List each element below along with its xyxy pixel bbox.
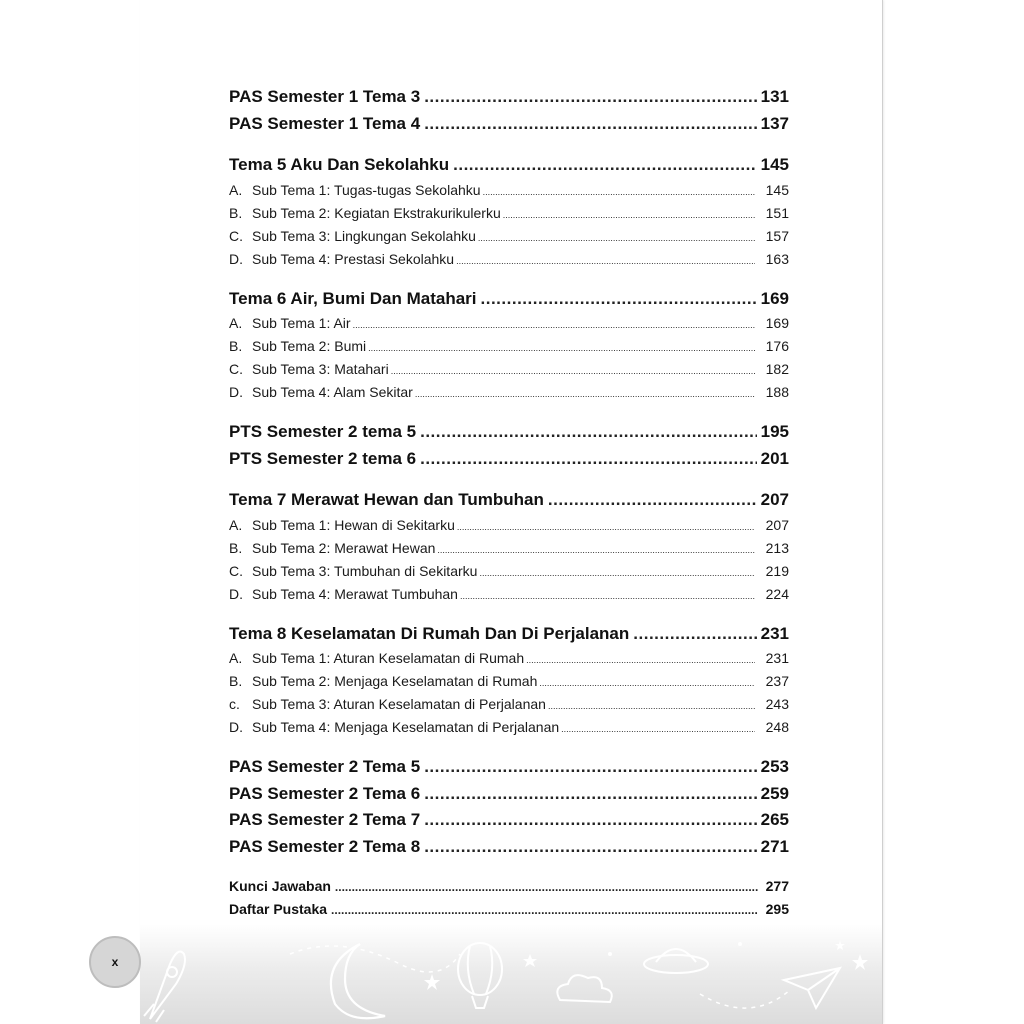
toc-entry-label (229, 560, 477, 583)
page-footer (140, 924, 882, 1024)
toc-page-number: 207 (765, 516, 789, 533)
toc-subentry[interactable] (229, 670, 789, 693)
toc-gap (229, 606, 789, 621)
toc-entry-label (229, 335, 366, 358)
toc-entry-title: Sub Tema 2: Menjaga Keselamatan di Rumah (252, 673, 538, 689)
toc-entry-label: Tema 7 Merawat Hewan dan Tumbuhan (229, 490, 544, 509)
toc-page-number: 295 (765, 901, 789, 917)
toc-entry-label (229, 583, 458, 606)
toc-entry-title: Sub Tema 1: Hewan di Sekitarku (252, 516, 455, 533)
toc-entry-label (229, 647, 524, 670)
toc-entry-label: PTS Semester 2 tema 5 (229, 422, 417, 441)
toc-entry-label: PAS Semester 2 Tema 8 (229, 836, 421, 856)
toc-entry[interactable] (229, 152, 789, 179)
toc-leader-dots (368, 337, 755, 360)
toc-page-number: 259 (760, 783, 789, 803)
toc-leader-dots (415, 383, 755, 406)
toc-gap (229, 137, 789, 152)
toc-entry-title: Sub Tema 4: Alam Sekitar (252, 384, 413, 400)
toc-entry-title: Sub Tema 2: Merawat Hewan (252, 539, 436, 556)
toc-entry-label (229, 670, 537, 693)
toc-leader-dots (483, 181, 755, 204)
toc-entry-letter: B. (229, 204, 243, 221)
toc-entry[interactable] (229, 487, 789, 514)
toc-entry-letter: B. (229, 673, 243, 689)
toc-leader-dots (539, 672, 755, 695)
toc-entry-label: Daftar Pustaka (229, 901, 328, 917)
toc-entry-label: Kunci Jawaban (229, 878, 331, 894)
toc-leader-dots (456, 250, 755, 273)
toc-subentry[interactable] (229, 248, 789, 271)
toc-page-number: 176 (765, 338, 789, 354)
moon-icon (331, 944, 385, 1018)
toc-page-number: 163 (765, 250, 789, 267)
toc-leader-dots (526, 649, 755, 672)
toc-entry-letter: D. (229, 384, 243, 400)
toc-leader-dots (424, 111, 756, 137)
toc-page-number: 188 (765, 384, 789, 400)
toc-entry-letter: A. (229, 181, 243, 198)
toc-entry-letter: D. (229, 585, 243, 602)
toc-subentry[interactable] (229, 335, 789, 358)
toc-page-number: 131 (760, 87, 789, 106)
paper-plane-icon (784, 968, 840, 1008)
toc-page-number: 224 (765, 585, 789, 602)
toc-subentry[interactable] (229, 693, 789, 716)
toc-subentry[interactable] (229, 381, 789, 404)
toc-entry[interactable] (229, 781, 789, 808)
toc-page-number: 277 (765, 878, 789, 894)
toc-entry-title: Sub Tema 1: Tugas-tugas Sekolahku (252, 181, 481, 198)
toc-entry-label (229, 381, 413, 404)
toc-entry[interactable] (229, 754, 789, 781)
toc-page-number: 137 (760, 113, 789, 133)
toc-entry-label: PAS Semester 1 Tema 3 (229, 87, 421, 106)
toc-page-number: 169 (760, 288, 789, 308)
ufo-icon (644, 949, 708, 973)
toc-entry[interactable] (229, 807, 789, 834)
toc-leader-dots (453, 152, 756, 178)
toc-leader-dots (457, 516, 755, 539)
footer-decoration (140, 924, 882, 1024)
toc-subentry[interactable] (229, 537, 789, 560)
toc-entry[interactable] (229, 621, 789, 648)
toc-entry-title: Sub Tema 2: Kegiatan Ekstrakurikulerku (252, 204, 501, 221)
toc-entry-label: PAS Semester 2 Tema 7 (229, 810, 421, 829)
toc-entry[interactable] (229, 111, 789, 138)
toc-leader-dots (353, 314, 755, 337)
toc-entry-title: Sub Tema 4: Merawat Tumbuhan (252, 585, 458, 602)
toc-page-number: 169 (765, 315, 789, 331)
toc-page-number: 231 (765, 650, 789, 666)
page-number-badge (89, 936, 141, 988)
toc-leader-dots (424, 781, 756, 807)
toc-entry-label (229, 537, 435, 560)
toc-entry[interactable] (229, 84, 789, 111)
toc-page-number: 237 (765, 673, 789, 689)
toc-entry-label (229, 202, 501, 225)
toc-entry-letter: B. (229, 539, 243, 556)
toc-leader-dots (478, 227, 755, 250)
toc-entry-title: Sub Tema 1: Aturan Keselamatan di Rumah (252, 650, 525, 666)
toc-entry[interactable] (229, 875, 789, 898)
toc-entry-title: Sub Tema 2: Bumi (252, 338, 367, 354)
toc-leader-dots (391, 360, 755, 383)
toc-gap (229, 404, 789, 419)
book-page (140, 0, 883, 1024)
toc-entry-title: Sub Tema 3: Aturan Keselamatan di Perjalanan (252, 696, 546, 712)
toc-entry-label: Tema 8 Keselamatan Di Rumah Dan Di Perjalanan (229, 623, 630, 643)
toc-leader-dots (481, 286, 757, 312)
toc-entry[interactable] (229, 898, 789, 921)
toc-entry-letter: B. (229, 338, 243, 354)
toc-subentry[interactable] (229, 179, 789, 202)
toc-page-number: 157 (765, 227, 789, 244)
toc-entry-label (229, 179, 481, 202)
toc-entry-label (229, 312, 351, 335)
toc-page-number: 265 (760, 810, 789, 829)
toc-page-number: 243 (765, 696, 789, 712)
toc-entry-label (229, 716, 559, 739)
toc-entry[interactable] (229, 419, 789, 446)
toc-subentry[interactable] (229, 583, 789, 606)
toc-leader-dots (335, 876, 758, 899)
toc-page-number: 145 (765, 181, 789, 198)
toc-leader-dots (420, 419, 757, 445)
toc-entry-letter: D. (229, 719, 243, 735)
toc-page-number: 231 (760, 623, 789, 643)
toc-entry-letter: D. (229, 250, 243, 267)
toc-leader-dots (424, 834, 756, 860)
toc-leader-dots (331, 899, 758, 922)
toc-subentry[interactable] (229, 312, 789, 335)
toc-leader-dots (424, 807, 756, 833)
toc-subentry[interactable] (229, 716, 789, 739)
toc-page-number: 145 (760, 155, 789, 174)
toc-entry-label: PTS Semester 2 tema 6 (229, 448, 417, 468)
toc-entry-letter: C. (229, 361, 243, 377)
toc-leader-dots (561, 718, 755, 741)
rocket-icon (144, 952, 185, 1022)
toc-page-number: 195 (760, 422, 789, 441)
toc-entry-title: Sub Tema 1: Air (252, 315, 351, 331)
toc-gap (229, 860, 789, 875)
toc-entry-letter: c. (229, 696, 240, 712)
toc-subentry[interactable] (229, 358, 789, 381)
toc-leader-dots (479, 562, 755, 585)
toc-entry-letter: A. (229, 516, 243, 533)
toc-entry-label: PAS Semester 1 Tema 4 (229, 113, 421, 133)
toc-leader-dots (633, 621, 756, 647)
toc-entry[interactable] (229, 446, 789, 473)
toc-entry-label: Tema 6 Air, Bumi Dan Matahari (229, 288, 477, 308)
toc-leader-dots (437, 539, 755, 562)
cloud-icon (557, 975, 611, 1002)
toc-entry-label (229, 358, 389, 381)
toc-page-number: 213 (765, 539, 789, 556)
toc-entry-label (229, 248, 454, 271)
toc-entry-label (229, 225, 476, 248)
toc-entry-title: Sub Tema 4: Menjaga Keselamatan di Perjalanan (252, 719, 560, 735)
toc-entry-label (229, 693, 546, 716)
toc-entry-letter: C. (229, 227, 243, 244)
toc-subentry[interactable] (229, 225, 789, 248)
toc-subentry[interactable] (229, 202, 789, 225)
toc-page-number: 248 (765, 719, 789, 735)
toc-page-number: 182 (765, 361, 789, 377)
toc-page-number: 253 (760, 757, 789, 776)
toc-entry-label: Tema 5 Aku Dan Sekolahku (229, 155, 450, 174)
toc-entry-title: Sub Tema 4: Prestasi Sekolahku (252, 250, 455, 267)
hot-air-balloon-icon (458, 943, 502, 1008)
toc-leader-dots (548, 487, 757, 513)
toc-page-number: 207 (760, 490, 789, 509)
toc-entry-letter: A. (229, 650, 243, 666)
page-number: x (111, 955, 119, 969)
toc-entry-letter: A. (229, 315, 243, 331)
toc-page-number: 151 (765, 204, 789, 221)
toc-entry-title: Sub Tema 3: Lingkungan Sekolahku (252, 227, 476, 244)
toc-subentry[interactable] (229, 560, 789, 583)
toc-subentry[interactable] (229, 514, 789, 537)
table-of-contents (229, 84, 789, 921)
toc-entry-letter: C. (229, 562, 243, 579)
toc-subentry[interactable] (229, 647, 789, 670)
toc-entry-label (229, 514, 455, 537)
toc-leader-dots (503, 204, 755, 227)
toc-gap (229, 739, 789, 754)
toc-entry-title: Sub Tema 3: Matahari (252, 361, 389, 377)
toc-gap (229, 472, 789, 487)
toc-page-number: 271 (760, 836, 789, 856)
toc-leader-dots (420, 446, 757, 472)
toc-gap (229, 271, 789, 286)
toc-leader-dots (424, 84, 756, 110)
toc-leader-dots (424, 754, 756, 780)
toc-leader-dots (460, 585, 755, 608)
toc-leader-dots (548, 695, 755, 718)
toc-page-number: 201 (760, 448, 789, 468)
toc-page-number: 219 (765, 562, 789, 579)
toc-entry[interactable] (229, 834, 789, 861)
toc-entry-label: PAS Semester 2 Tema 5 (229, 757, 421, 776)
toc-entry-label: PAS Semester 2 Tema 6 (229, 783, 421, 803)
toc-entry[interactable] (229, 286, 789, 313)
toc-entry-title: Sub Tema 3: Tumbuhan di Sekitarku (252, 562, 478, 579)
